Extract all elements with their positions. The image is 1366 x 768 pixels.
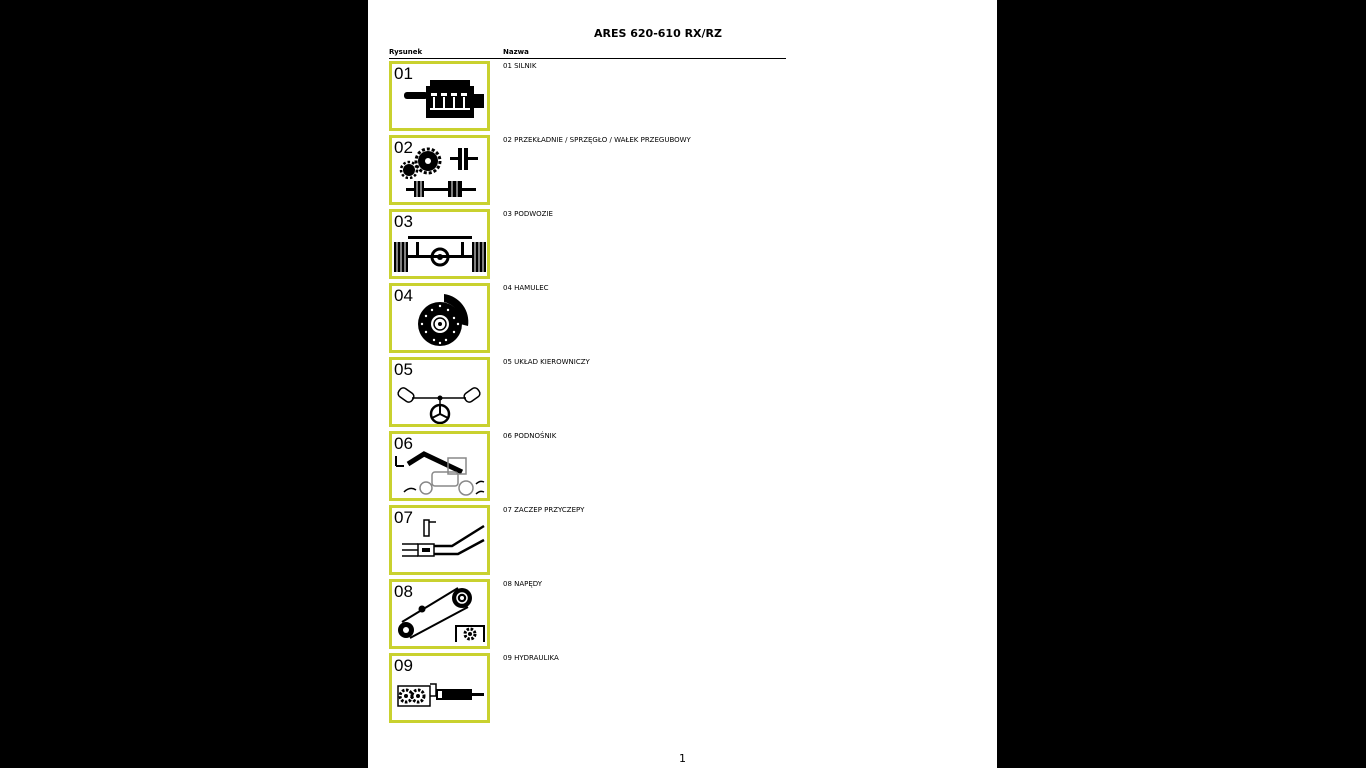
category-tile[interactable] <box>389 357 490 427</box>
category-tile[interactable] <box>389 431 490 501</box>
table-row <box>368 281 997 355</box>
row-name: 01 SILNIK <box>503 62 537 70</box>
column-header-picture: Rysunek <box>389 48 423 56</box>
row-name: 03 PODWOZIE <box>503 210 553 218</box>
brake-disc-icon <box>392 286 487 350</box>
tile-number: 06 <box>394 434 413 453</box>
trailer-hitch-icon <box>392 508 487 572</box>
document-page <box>368 0 997 768</box>
tile-number: 09 <box>394 656 413 675</box>
category-tile[interactable] <box>389 283 490 353</box>
tile-number: 08 <box>394 582 413 601</box>
tile-number: 01 <box>394 64 413 83</box>
table-row <box>368 651 997 725</box>
table-row <box>368 577 997 651</box>
row-name: 04 HAMULEC <box>503 284 549 292</box>
engine-icon <box>392 64 487 128</box>
gears-clutch-shaft-icon <box>392 138 487 202</box>
category-tile[interactable] <box>389 579 490 649</box>
category-tile[interactable] <box>389 505 490 575</box>
table-row <box>368 355 997 429</box>
page-number: 1 <box>679 752 686 765</box>
category-tile[interactable] <box>389 61 490 131</box>
tile-number: 05 <box>394 360 413 379</box>
chassis-axle-icon <box>392 212 487 276</box>
row-name: 05 UKŁAD KIEROWNICZY <box>503 358 590 366</box>
table-row <box>368 59 997 133</box>
category-tile[interactable] <box>389 135 490 205</box>
tile-number: 04 <box>394 286 413 305</box>
document-title: ARES 620-610 RX/RZ <box>594 27 722 40</box>
row-name: 07 ZACZEP PRZYCZEPY <box>503 506 585 514</box>
loader-icon <box>392 434 487 498</box>
table-row <box>368 207 997 281</box>
table-row <box>368 133 997 207</box>
category-tile[interactable] <box>389 653 490 723</box>
table-row <box>368 429 997 503</box>
category-tile[interactable] <box>389 209 490 279</box>
tile-number: 02 <box>394 138 413 157</box>
row-name: 09 HYDRAULIKA <box>503 654 559 662</box>
tile-number: 07 <box>394 508 413 527</box>
tile-number: 03 <box>394 212 413 231</box>
row-name: 06 PODNOŚNIK <box>503 432 557 440</box>
row-name: 08 NAPĘDY <box>503 580 543 588</box>
hydraulics-icon <box>392 656 487 720</box>
table-row <box>368 503 997 577</box>
row-name: 02 PRZEKŁADNIE / SPRZĘGŁO / WAŁEK PRZEGUBOWY <box>503 136 691 144</box>
steering-icon <box>392 360 487 424</box>
drives-belt-icon <box>392 582 487 646</box>
column-header-name: Nazwa <box>503 48 529 56</box>
